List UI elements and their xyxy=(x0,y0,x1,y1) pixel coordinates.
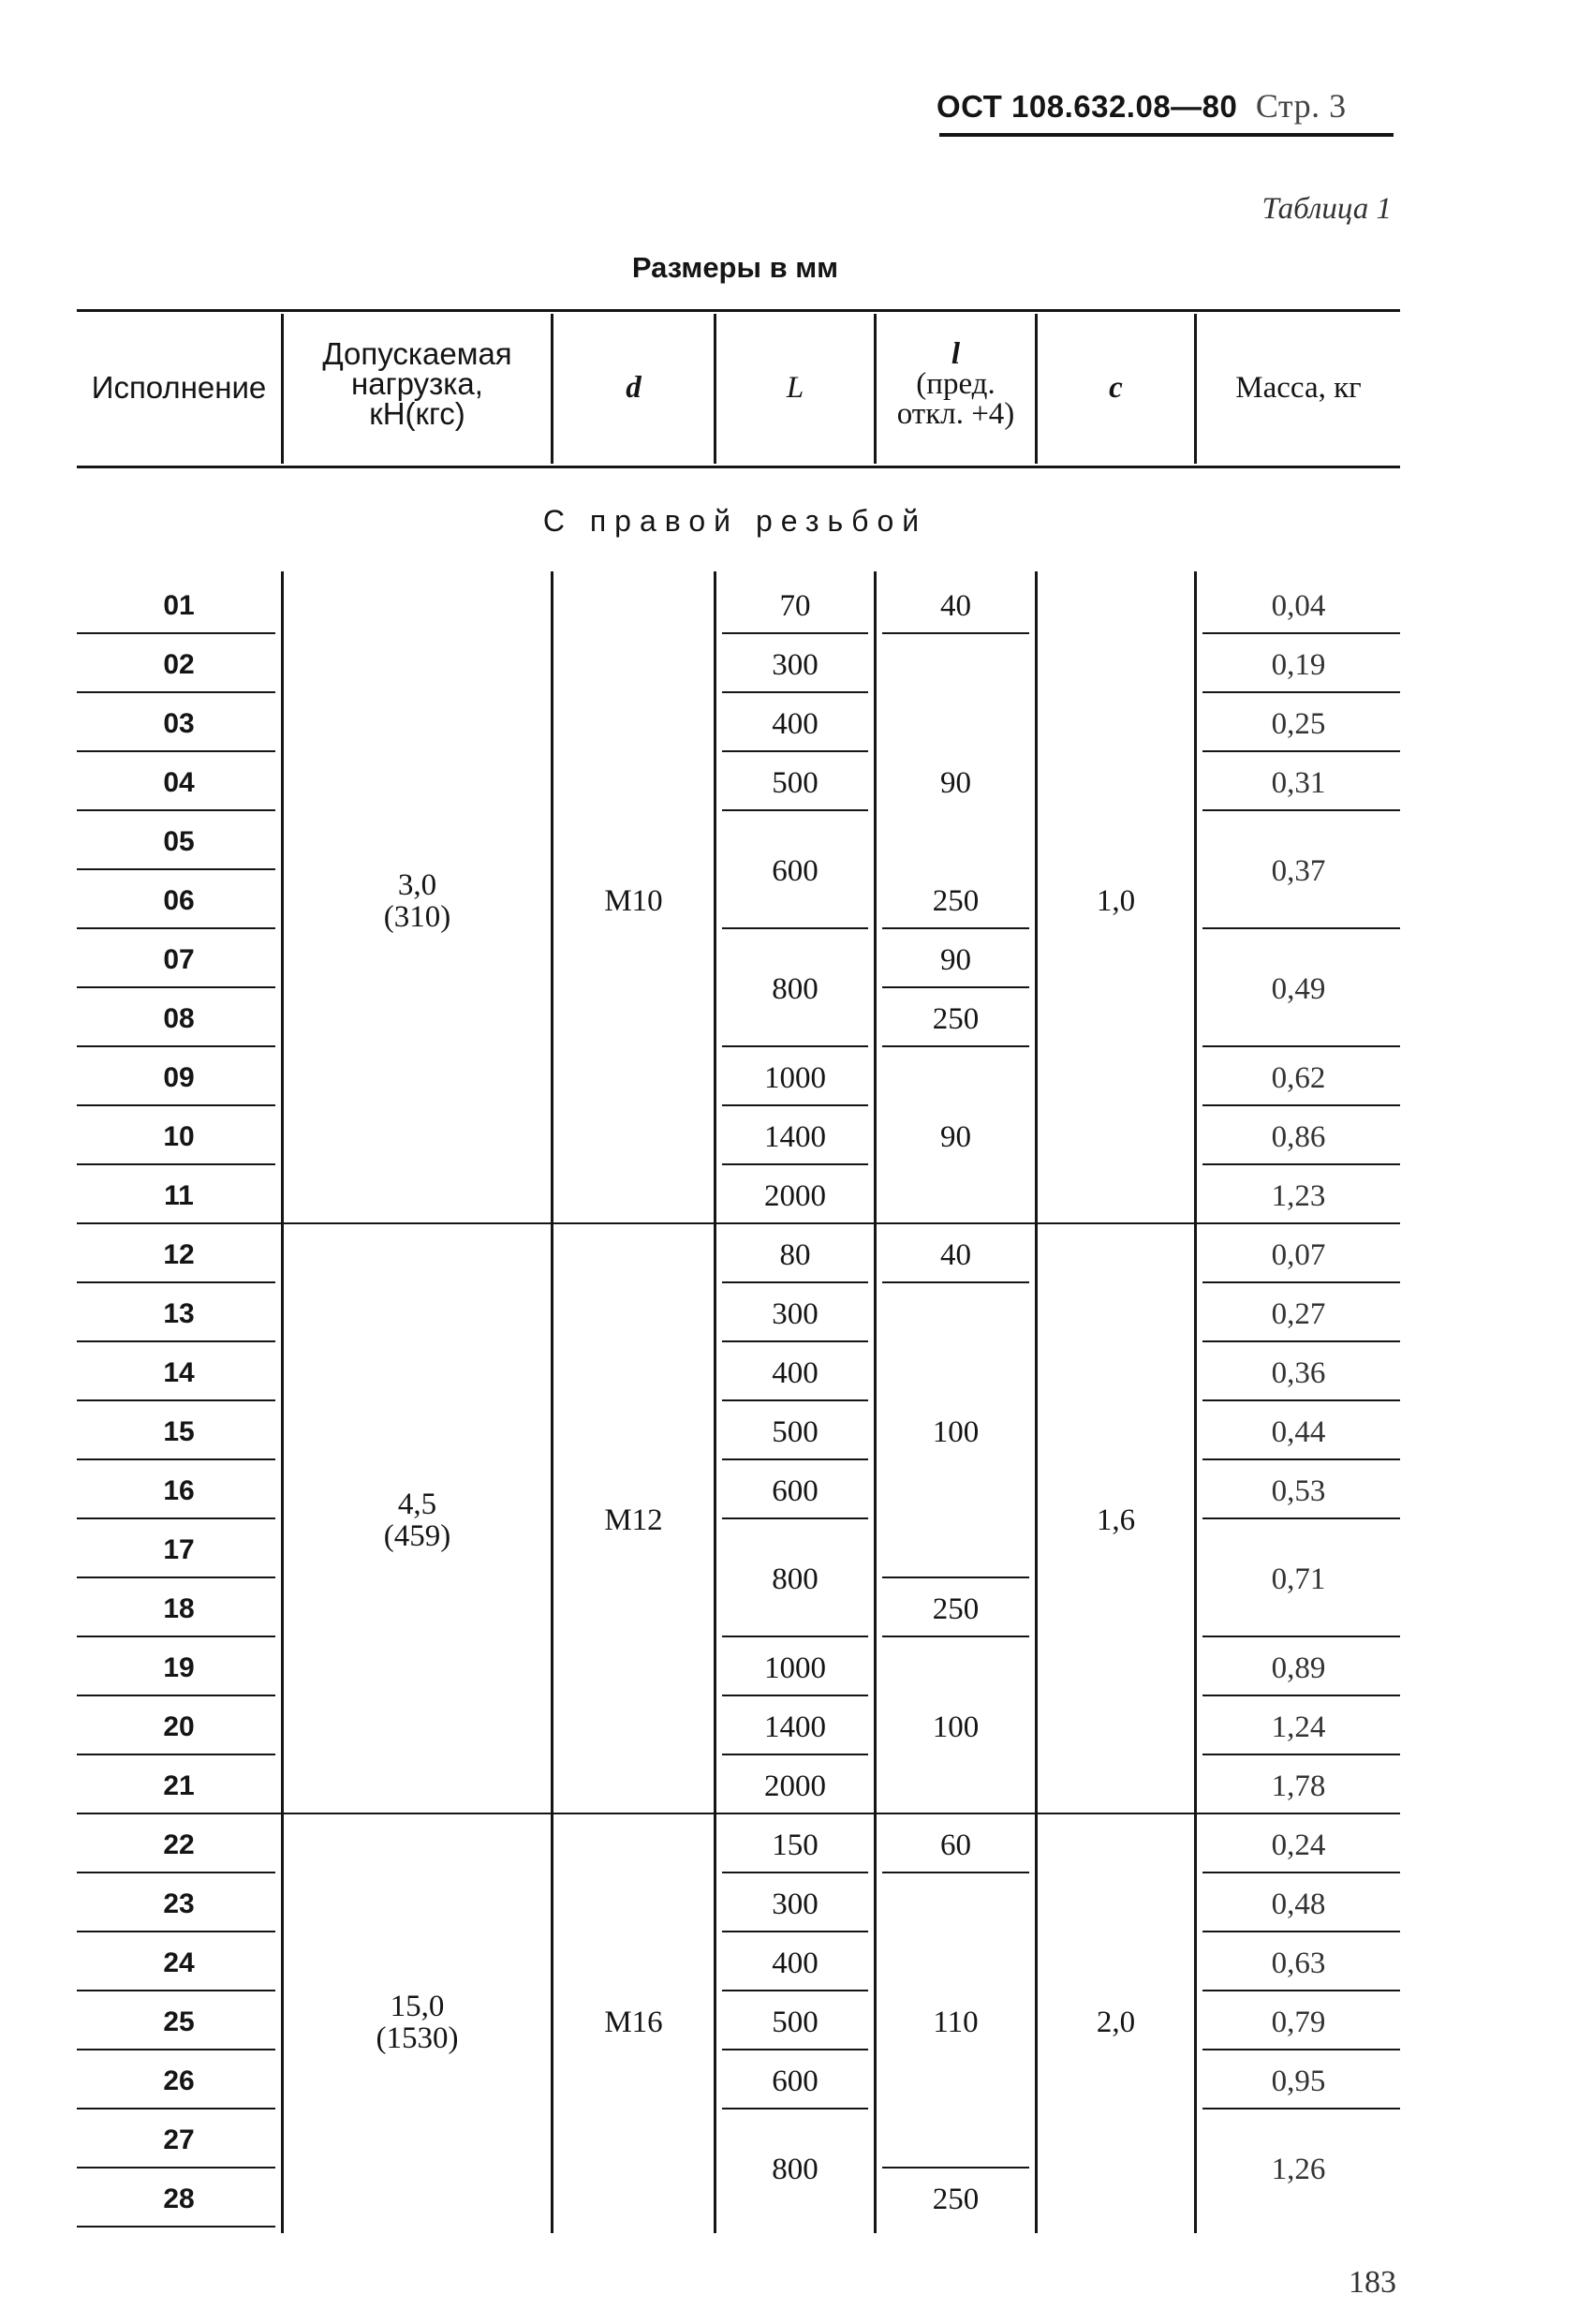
L-cell: 400 xyxy=(772,1355,819,1390)
row-rule xyxy=(77,868,275,870)
row-rule xyxy=(722,1754,868,1755)
variant-cell: 10 xyxy=(163,1120,195,1152)
variant-cell: 12 xyxy=(163,1238,195,1270)
row-rule xyxy=(77,750,275,752)
mass-cell: 0,19 xyxy=(1271,647,1326,682)
row-rule xyxy=(77,1458,275,1460)
mass-cell: 0,37 xyxy=(1271,854,1326,888)
l-cell: 40 xyxy=(940,1237,971,1272)
row-rule xyxy=(77,1517,275,1519)
l-cell: 90 xyxy=(940,1119,971,1154)
variant-cell: 26 xyxy=(163,2065,195,2096)
L-cell: 70 xyxy=(779,588,811,623)
L-cell: 500 xyxy=(772,2005,819,2039)
row-rule xyxy=(77,691,275,693)
l-cell: 250 xyxy=(932,1591,980,1626)
mass-cell: 0,95 xyxy=(1271,2064,1326,2098)
variant-cell: 07 xyxy=(163,943,195,975)
variant-cell: 15 xyxy=(163,1415,195,1447)
mass-cell: 0,24 xyxy=(1271,1828,1326,1862)
group-rule xyxy=(77,1222,1400,1224)
section-title: С правой резьбой xyxy=(542,504,928,538)
load-kgf: (1530) xyxy=(376,2021,459,2055)
variant-cell: 22 xyxy=(163,1828,195,1860)
mass-cell: 0,48 xyxy=(1271,1887,1326,1921)
row-rule xyxy=(77,927,275,929)
header-l-line: (пред. xyxy=(916,367,996,401)
row-rule xyxy=(1202,632,1400,634)
row-rule xyxy=(77,1754,275,1755)
units-caption: Размеры в мм xyxy=(631,251,839,284)
L-cell: 800 xyxy=(772,2153,819,2186)
L-cell: 800 xyxy=(772,1562,819,1596)
row-rule xyxy=(1202,1517,1400,1519)
row-rule xyxy=(77,986,275,988)
variant-cell: 04 xyxy=(163,766,195,798)
variant-cell: 21 xyxy=(163,1769,195,1801)
row-rule xyxy=(722,1990,868,1991)
row-rule xyxy=(1202,1163,1400,1165)
row-rule xyxy=(722,927,868,929)
variant-cell: 16 xyxy=(163,1474,195,1506)
mass-cell: 0,71 xyxy=(1271,1562,1326,1596)
L-cell: 300 xyxy=(772,647,819,682)
column-rule xyxy=(551,571,553,2233)
row-rule xyxy=(722,2108,868,2109)
L-cell: 400 xyxy=(772,706,819,741)
l-cell: 90 xyxy=(940,942,971,977)
column-rule xyxy=(874,571,877,2233)
L-cell: 300 xyxy=(772,1887,819,1921)
row-rule xyxy=(77,2049,275,2050)
variant-cell: 02 xyxy=(163,648,195,680)
row-rule xyxy=(77,1399,275,1401)
load-cell xyxy=(284,1991,551,2054)
c-cell: 2,0 xyxy=(1096,2005,1136,2039)
variant-cell: 06 xyxy=(163,884,195,916)
row-rule xyxy=(77,2226,275,2228)
column-rule xyxy=(1194,571,1197,2233)
variant-cell: 17 xyxy=(163,1533,195,1565)
l-cell: 60 xyxy=(940,1828,971,1862)
header-load-line: нагрузка, xyxy=(351,366,483,401)
row-rule xyxy=(882,1872,1029,1873)
load-kn: 15,0 xyxy=(390,1989,445,2023)
row-rule xyxy=(77,1104,275,1106)
row-rule xyxy=(722,1163,868,1165)
row-rule xyxy=(77,1695,275,1696)
mass-cell: 0,62 xyxy=(1271,1060,1326,1095)
row-rule xyxy=(77,1990,275,1991)
load-kn: 3,0 xyxy=(397,867,437,902)
mass-cell: 1,24 xyxy=(1271,1710,1326,1744)
L-cell: 1000 xyxy=(764,1060,826,1095)
variant-cell: 18 xyxy=(163,1592,195,1624)
header-variant: Исполнение xyxy=(91,370,267,405)
row-rule xyxy=(77,809,275,811)
l-cell: 90 xyxy=(940,765,971,800)
l-cell: 100 xyxy=(932,1414,980,1449)
row-rule xyxy=(77,1636,275,1637)
header-d: d xyxy=(626,371,642,405)
row-rule xyxy=(1202,1281,1400,1283)
row-rule xyxy=(722,809,868,811)
row-rule xyxy=(1202,1045,1400,1047)
row-rule xyxy=(722,1931,868,1932)
group-rule xyxy=(77,1813,1400,1814)
document-code: ОСТ 108.632.08—80 xyxy=(937,89,1238,124)
row-rule xyxy=(77,632,275,634)
load-kgf: (310) xyxy=(383,899,451,934)
row-rule xyxy=(722,1636,868,1637)
mass-cell: 0,25 xyxy=(1271,706,1326,741)
page-reference: Стр. 3 xyxy=(1255,87,1347,125)
c-cell: 1,6 xyxy=(1096,1503,1136,1537)
row-rule xyxy=(77,2167,275,2169)
variant-cell: 01 xyxy=(163,589,195,621)
table-header-bottom-rule xyxy=(77,466,1400,468)
column-rule xyxy=(281,571,284,2233)
row-rule xyxy=(1202,1931,1400,1932)
variant-cell: 27 xyxy=(163,2124,195,2155)
row-rule xyxy=(77,1931,275,1932)
row-rule xyxy=(882,2167,1029,2169)
d-cell: M12 xyxy=(604,1503,663,1537)
load-cell xyxy=(284,869,551,933)
variant-cell: 08 xyxy=(163,1002,195,1034)
row-rule xyxy=(722,1281,868,1283)
row-rule xyxy=(722,750,868,752)
row-rule xyxy=(722,1104,868,1106)
row-rule xyxy=(722,1695,868,1696)
row-rule xyxy=(77,2108,275,2109)
L-cell: 600 xyxy=(772,2064,819,2098)
d-cell: M10 xyxy=(604,883,663,918)
row-rule xyxy=(1202,2049,1400,2050)
mass-cell: 0,79 xyxy=(1271,2005,1326,2039)
mass-cell: 0,49 xyxy=(1271,972,1326,1006)
row-rule xyxy=(1202,1872,1400,1873)
L-cell: 1400 xyxy=(764,1119,826,1154)
row-rule xyxy=(882,1045,1029,1047)
row-rule xyxy=(1202,1990,1400,1991)
L-cell: 800 xyxy=(772,972,819,1006)
row-rule xyxy=(77,1163,275,1165)
header-l-line: l xyxy=(951,337,961,371)
row-rule xyxy=(1202,2108,1400,2109)
l-cell: 250 xyxy=(932,883,980,918)
row-rule xyxy=(1202,1636,1400,1637)
row-rule xyxy=(1202,691,1400,693)
row-rule xyxy=(1202,809,1400,811)
L-cell: 600 xyxy=(772,1473,819,1508)
L-cell: 80 xyxy=(779,1237,811,1272)
header-L: L xyxy=(786,371,804,405)
row-rule xyxy=(722,1872,868,1873)
row-rule xyxy=(1202,1399,1400,1401)
l-cell: 250 xyxy=(932,2182,980,2216)
mass-cell: 0,53 xyxy=(1271,1473,1326,1508)
variant-cell: 09 xyxy=(163,1061,195,1093)
L-cell: 2000 xyxy=(764,1178,826,1213)
L-cell: 300 xyxy=(772,1296,819,1331)
variant-cell: 05 xyxy=(163,825,195,857)
mass-cell: 0,86 xyxy=(1271,1119,1326,1154)
variant-cell: 25 xyxy=(163,2006,195,2037)
page-number: 183 xyxy=(1349,2265,1396,2300)
mass-cell: 1,23 xyxy=(1271,1178,1326,1213)
variant-cell: 28 xyxy=(163,2183,195,2214)
row-rule xyxy=(77,1045,275,1047)
load-kn: 4,5 xyxy=(397,1488,437,1521)
table-label: Таблица 1 xyxy=(1261,192,1392,226)
row-rule xyxy=(722,1458,868,1460)
variant-cell: 13 xyxy=(163,1297,195,1329)
column-rule xyxy=(1035,571,1038,2233)
L-cell: 400 xyxy=(772,1946,819,1980)
row-rule xyxy=(722,691,868,693)
d-cell: M16 xyxy=(604,2005,663,2039)
row-rule xyxy=(1202,750,1400,752)
row-rule xyxy=(882,1576,1029,1578)
header-c: c xyxy=(1109,371,1123,405)
L-cell: 1000 xyxy=(764,1650,826,1685)
variant-cell: 14 xyxy=(163,1356,195,1388)
row-rule xyxy=(1202,1695,1400,1696)
row-rule xyxy=(722,1517,868,1519)
l-cell: 40 xyxy=(940,588,971,623)
row-rule xyxy=(882,1281,1029,1283)
l-cell: 110 xyxy=(933,2005,979,2039)
variant-cell: 19 xyxy=(163,1651,195,1683)
mass-cell: 0,89 xyxy=(1271,1650,1326,1685)
row-rule xyxy=(1202,927,1400,929)
variant-cell: 23 xyxy=(163,1887,195,1919)
row-rule xyxy=(722,1340,868,1342)
load-kgf: (459) xyxy=(383,1519,451,1553)
mass-cell: 0,31 xyxy=(1271,765,1326,800)
l-cell: 100 xyxy=(932,1710,980,1744)
L-cell: 150 xyxy=(772,1828,819,1862)
row-rule xyxy=(1202,1340,1400,1342)
row-rule xyxy=(1202,1104,1400,1106)
header-load-line: кН(кгс) xyxy=(369,396,465,431)
mass-cell: 0,04 xyxy=(1271,588,1326,623)
row-rule xyxy=(1202,1458,1400,1460)
L-cell: 1400 xyxy=(764,1710,826,1744)
table-top-rule xyxy=(77,309,1400,312)
header-mass: Масса, кг xyxy=(1235,371,1362,405)
row-rule xyxy=(722,632,868,634)
L-cell: 600 xyxy=(772,854,819,888)
row-rule xyxy=(882,927,1029,929)
row-rule xyxy=(77,1872,275,1873)
column-rule xyxy=(714,571,716,2233)
row-rule xyxy=(77,1576,275,1578)
c-cell: 1,0 xyxy=(1096,883,1136,918)
mass-cell: 1,26 xyxy=(1271,2153,1326,2186)
mass-cell: 0,27 xyxy=(1271,1296,1326,1331)
L-cell: 2000 xyxy=(764,1769,826,1803)
header-rule xyxy=(939,133,1394,137)
load-cell xyxy=(284,1488,551,1552)
row-rule xyxy=(77,1340,275,1342)
row-rule xyxy=(882,1636,1029,1637)
mass-cell: 0,63 xyxy=(1271,1946,1326,1980)
variant-cell: 11 xyxy=(164,1179,194,1211)
mass-cell: 0,07 xyxy=(1271,1237,1326,1272)
document-header xyxy=(937,86,1347,126)
variant-cell: 20 xyxy=(163,1710,195,1742)
header-load xyxy=(284,336,551,431)
row-rule xyxy=(722,1045,868,1047)
row-rule xyxy=(722,2049,868,2050)
row-rule xyxy=(882,632,1029,634)
L-cell: 500 xyxy=(772,1414,819,1449)
row-rule xyxy=(1202,1754,1400,1755)
mass-cell: 0,44 xyxy=(1271,1414,1326,1449)
mass-cell: 1,78 xyxy=(1271,1769,1326,1803)
row-rule xyxy=(77,1281,275,1283)
variant-cell: 03 xyxy=(163,707,195,739)
row-rule xyxy=(882,986,1029,988)
variant-cell: 24 xyxy=(163,1947,195,1978)
L-cell: 500 xyxy=(772,765,819,800)
header-l-line: откл. +4) xyxy=(896,397,1015,431)
header-l xyxy=(877,339,1035,429)
header-load-line: Допускаемая xyxy=(322,336,512,371)
l-cell: 250 xyxy=(932,1001,980,1036)
mass-cell: 0,36 xyxy=(1271,1355,1326,1390)
row-rule xyxy=(722,1399,868,1401)
